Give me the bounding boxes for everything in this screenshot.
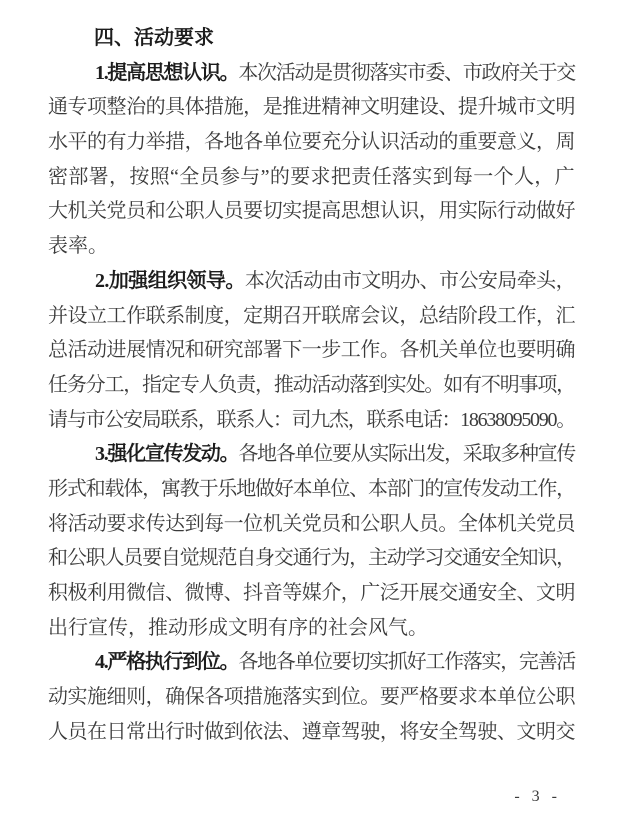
paragraph-text: 各地各单位要切实抓好工作落实，完善活 xyxy=(238,651,576,674)
page-number: - 3 - xyxy=(514,788,561,805)
body-text-line xyxy=(48,160,575,195)
paragraph-text: 任务分工，指定专人负责，推动活动落到实处。如有不明事项， xyxy=(48,373,575,396)
body-text-line xyxy=(48,90,575,125)
body-text-line xyxy=(48,229,575,264)
body-text-line xyxy=(48,541,575,576)
paragraph-text: 水平的有力举措，各地各单位要充分认识活动的重要意义，周 xyxy=(48,131,575,154)
paragraph-text: 本次活动由市文明办、市公安局牵头， xyxy=(244,269,576,292)
section-heading xyxy=(48,21,575,56)
paragraph-text: 人员在日常出行时做到依法、遵章驾驶，将安全驾驶、文明交 xyxy=(48,720,575,743)
body-text-line xyxy=(48,437,575,472)
section-heading-text: 四、活动要求 xyxy=(94,27,214,49)
body-text-line xyxy=(48,194,575,229)
body-text-line xyxy=(48,125,575,160)
paragraph-lead-text: 3.强化宣传发动。 xyxy=(95,443,239,466)
paragraph-text: 请与市公安局联系，联系人：司九杰，联系电话：18638095090。 xyxy=(48,408,576,431)
paragraph-text: 积极利用微信、微博、抖音等媒介，广泛开展交通安全、文明 xyxy=(48,582,575,604)
paragraph-text: 总活动进展情况和研究部署下一步工作。各机关单位也要明确 xyxy=(48,339,575,362)
body-text-line xyxy=(48,56,575,91)
paragraph-text: 动实施细则，确保各项措施落实到位。要严格要求本单位公职 xyxy=(48,686,575,709)
paragraph-text: 出行宣传，推动形成文明有序的社会风气。 xyxy=(48,616,428,639)
paragraph-lead-text: 1.提高思想认识。 xyxy=(95,61,239,84)
paragraph-text: 并设立工作联系制度，定期召开联席会议，总结阶段工作，汇 xyxy=(48,304,575,327)
paragraph-text: 表率。 xyxy=(48,235,108,258)
body-text-line xyxy=(48,368,575,403)
body-text-line xyxy=(48,472,575,507)
body-text-line xyxy=(48,264,575,299)
paragraph-text: 密部署，按照“全员参与”的要求把责任落实到每一个人，广 xyxy=(48,165,575,188)
body-text-line xyxy=(48,403,575,438)
body-text-line xyxy=(48,645,575,680)
paragraph-text: 大机关党员和公职人员要切实提高思想认识，用实际行动做好 xyxy=(48,200,575,223)
body-text-line xyxy=(48,715,575,750)
paragraph-lead-text: 4.严格执行到位。 xyxy=(95,651,239,674)
document-body xyxy=(48,21,575,749)
paragraph-text: 本次活动是贯彻落实市委、市政府关于交 xyxy=(238,61,576,84)
body-text-line xyxy=(48,333,575,368)
body-text-line xyxy=(48,611,575,646)
paragraph-text: 形式和载体，寓教于乐地做好本单位、本部门的宣传发动工作， xyxy=(48,477,575,500)
paragraph-text: 和公职人员要自觉规范自身交通行为，主动学习交通安全知识， xyxy=(48,547,575,570)
paragraph-text: 将活动要求传达到每一位机关党员和公职人员。全体机关党员 xyxy=(48,512,575,535)
paragraph-text: 通专项整治的具体措施，是推进精神文明建设、提升城市文明 xyxy=(48,96,575,119)
body-text-line xyxy=(48,507,575,542)
body-text-line xyxy=(48,576,575,611)
paragraph-lead-text: 2.加强组织领导。 xyxy=(95,269,245,292)
paragraph-text: 各地各单位要从实际出发，采取多种宣传 xyxy=(238,443,576,466)
body-text-line xyxy=(48,680,575,715)
body-text-line xyxy=(48,299,575,334)
